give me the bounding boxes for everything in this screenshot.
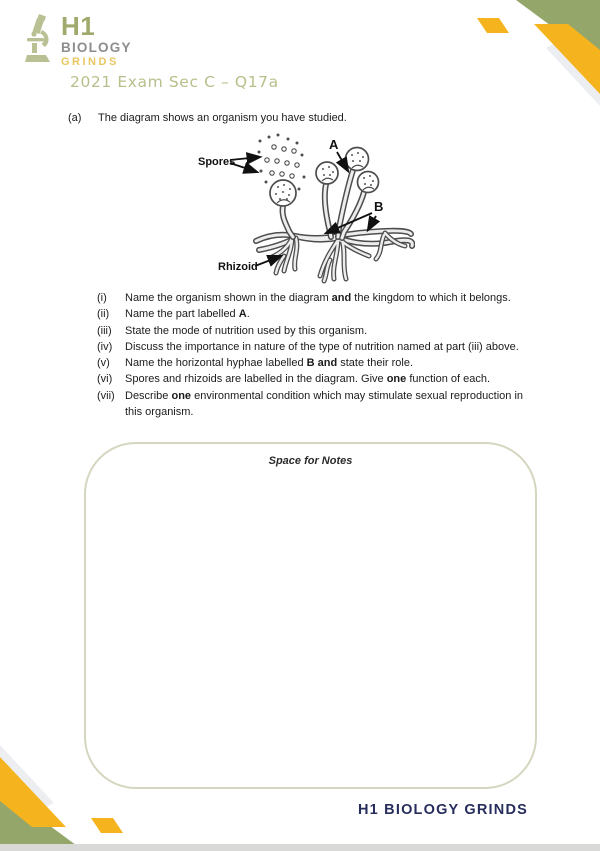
rhizoid-branches — [270, 233, 405, 281]
question-item — [97, 371, 529, 387]
question-item-number: (i) — [97, 292, 107, 304]
question-item — [97, 388, 529, 421]
question-intro-text: The diagram shows an organism you have studied. — [98, 112, 347, 124]
corner-gold-band-top-right — [534, 24, 600, 94]
diagram-label-a: A — [329, 137, 339, 152]
question-item-number: (v) — [97, 357, 110, 370]
question-item-number: (ii) — [97, 308, 110, 321]
question-item — [97, 355, 529, 371]
page-bottom-edge — [0, 844, 600, 851]
corner-gray-stripe-top-right — [546, 43, 600, 106]
logo-h1-text: H1 — [61, 11, 96, 41]
page-title: 2021 Exam Sec C – Q17a — [70, 73, 279, 91]
question-part-a — [68, 112, 538, 124]
question-item — [97, 290, 529, 306]
diagram-label-spores: Spores — [198, 156, 236, 168]
footer-brand-text: H1 BIOLOGY GRINDS — [358, 802, 528, 818]
logo-grinds-text: GRINDS — [61, 55, 119, 68]
question-item — [97, 339, 529, 355]
space-for-notes-box — [84, 442, 537, 789]
corner-gold-small-bottom-left — [91, 818, 123, 833]
question-item-text: Name the organism shown in the diagram and the kingdom to which it belongs. — [125, 292, 511, 304]
corner-gold-band-bottom-left — [0, 757, 66, 827]
corner-sage-triangle-top-right — [516, 0, 600, 62]
question-item-text: State the mode of nutrition used by this organism. — [125, 324, 368, 337]
question-item — [97, 306, 529, 322]
question-item-text: Discuss the importance in nature of the type of nutrition named at part (iii) above. — [125, 340, 519, 353]
diagram-label-rhizoid: Rhizoid — [218, 261, 258, 273]
corner-gray-stripe-bottom-left — [0, 745, 54, 808]
question-item-text: Describe one environmental condition which may stimulate sexual reproduction in this organism. — [125, 389, 524, 419]
space-for-notes-label: Space for Notes — [268, 455, 353, 467]
corner-sage-triangle-bottom-left — [0, 789, 84, 851]
corner-gold-small-top-right — [477, 18, 509, 33]
logo-biology-text: BIOLOGY — [61, 40, 132, 55]
question-item-text: Name the part labelled A. — [125, 308, 250, 321]
question-item-number: (vii) — [97, 389, 115, 402]
question-item-number: (iii) — [97, 324, 112, 337]
question-item-text: Name the horizontal hyphae labelled B and state their role. — [125, 357, 414, 370]
question-part-label: (a) — [68, 112, 82, 124]
question-item-list — [97, 290, 529, 420]
brand-logo — [24, 13, 132, 68]
organism-diagram — [180, 128, 415, 286]
microscope-icon — [24, 13, 58, 68]
question-item — [97, 323, 529, 339]
question-item-number: (iv) — [97, 340, 113, 353]
diagram-label-b: B — [374, 199, 384, 214]
question-item-text: Spores and rhizoids are labelled in the diagram. Give one function of each. — [125, 373, 491, 386]
question-item-number: (vi) — [97, 373, 113, 386]
